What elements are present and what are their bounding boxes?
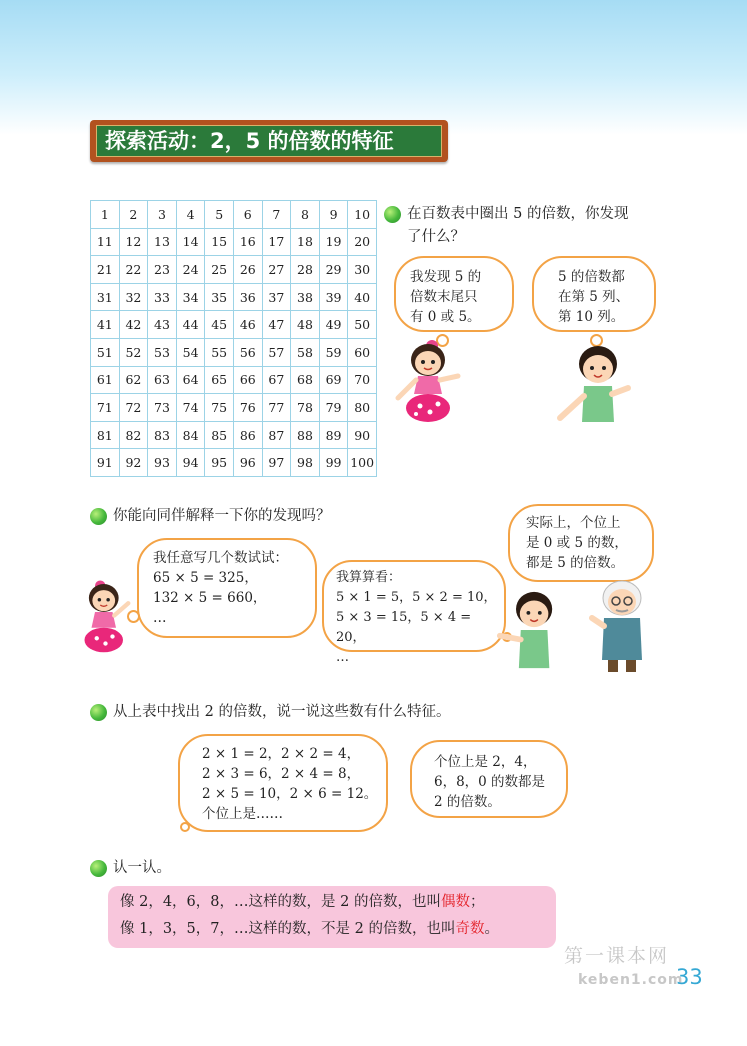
table-cell: 88 <box>291 421 320 449</box>
table-cell: 21 <box>91 256 120 284</box>
table-cell: 38 <box>291 283 320 311</box>
table-cell: 39 <box>319 283 348 311</box>
table-row <box>91 201 377 229</box>
table-cell: 53 <box>148 338 177 366</box>
table-cell: 89 <box>319 421 348 449</box>
definition-punct: ； <box>469 894 485 910</box>
table-cell: 3 <box>148 201 177 229</box>
table-cell: 36 <box>233 283 262 311</box>
table-cell: 90 <box>348 421 377 449</box>
table-cell: 71 <box>91 394 120 422</box>
table-cell: 95 <box>205 449 234 477</box>
bubble-line: 实际上，个位上 <box>526 515 621 531</box>
bubble-line: 第 10 列。 <box>558 309 625 325</box>
table-row <box>91 366 377 394</box>
table-cell: 18 <box>291 228 320 256</box>
table-cell: 66 <box>233 366 262 394</box>
table-cell: 28 <box>291 256 320 284</box>
bubble-line: 2 × 1 = 2，2 × 2 = 4， <box>202 746 361 762</box>
table-cell: 85 <box>205 421 234 449</box>
bubble-boy-q2 <box>322 560 506 665</box>
table-cell: 13 <box>148 228 177 256</box>
bubble-line: 我算算看： <box>336 570 402 585</box>
bubble-tail <box>180 822 190 832</box>
question-2-text: 你能向同伴解释一下你的发现吗？ <box>113 508 331 524</box>
table-cell: 65 <box>205 366 234 394</box>
bubble-line: 倍数末尾只 <box>410 289 478 305</box>
definition-text: 像 2，4，6，8，…这样的数，是 2 的倍数，也叫 <box>120 894 441 910</box>
hundred-table <box>90 200 377 477</box>
boy-illustration <box>554 342 638 430</box>
boy-illustration <box>496 586 576 674</box>
question-1-text <box>407 203 628 249</box>
table-cell: 82 <box>119 421 148 449</box>
bubble-line: 个位上是…… <box>202 806 283 822</box>
table-cell: 96 <box>233 449 262 477</box>
table-cell: 58 <box>291 338 320 366</box>
table-cell: 84 <box>176 421 205 449</box>
question-2 <box>90 505 331 528</box>
bubble-line: 是 0 或 5 的数， <box>526 535 628 551</box>
table-cell: 6 <box>233 201 262 229</box>
bubble-left-q3 <box>178 734 388 832</box>
bubble-line: 2 × 3 = 6，2 × 4 = 8， <box>202 766 361 782</box>
term-odd: 奇数 <box>455 921 485 937</box>
table-cell: 67 <box>262 366 291 394</box>
green-bullet-icon <box>90 508 107 525</box>
definition-punct: 。 <box>484 921 499 937</box>
table-row <box>91 256 377 284</box>
table-cell: 26 <box>233 256 262 284</box>
table-cell: 93 <box>148 449 177 477</box>
term-even: 偶数 <box>440 894 470 910</box>
table-cell: 64 <box>176 366 205 394</box>
table-cell: 68 <box>291 366 320 394</box>
table-cell: 5 <box>205 201 234 229</box>
bubble-grandpa <box>508 504 654 582</box>
question-4 <box>90 857 171 880</box>
table-cell: 79 <box>319 394 348 422</box>
bubble-line: … <box>336 650 349 665</box>
table-row <box>91 449 377 477</box>
table-cell: 17 <box>262 228 291 256</box>
table-cell: 27 <box>262 256 291 284</box>
table-cell: 15 <box>205 228 234 256</box>
table-row <box>91 228 377 256</box>
bubble-girl-q1 <box>394 256 514 332</box>
table-cell: 54 <box>176 338 205 366</box>
table-cell: 16 <box>233 228 262 256</box>
bubble-line: … <box>153 610 167 626</box>
bubble-girl-q2 <box>137 538 317 638</box>
table-cell: 76 <box>233 394 262 422</box>
table-cell: 19 <box>319 228 348 256</box>
green-bullet-icon <box>90 704 107 721</box>
table-cell: 25 <box>205 256 234 284</box>
bubble-line: 5 × 3 = 15，5 × 4 = 20， <box>336 610 472 645</box>
table-cell: 35 <box>205 283 234 311</box>
bubble-line: 都是 5 的倍数。 <box>526 555 625 571</box>
bubble-line: 我发现 5 的 <box>410 269 482 285</box>
table-cell: 52 <box>119 338 148 366</box>
table-cell: 29 <box>319 256 348 284</box>
table-cell: 10 <box>348 201 377 229</box>
table-cell: 83 <box>148 421 177 449</box>
table-cell: 91 <box>91 449 120 477</box>
question-1-line2: 了什么？ <box>407 229 465 245</box>
table-cell: 86 <box>233 421 262 449</box>
watermark-title: 第一课本网 <box>564 945 670 967</box>
table-cell: 12 <box>119 228 148 256</box>
table-cell: 81 <box>91 421 120 449</box>
table-cell: 9 <box>319 201 348 229</box>
table-cell: 20 <box>348 228 377 256</box>
question-3-text: 从上表中找出 2 的倍数，说一说这些数有什么特征。 <box>113 704 451 720</box>
table-row <box>91 338 377 366</box>
table-cell: 1 <box>91 201 120 229</box>
bubble-line: 6，8，0 的数都是 <box>434 774 546 790</box>
table-cell: 78 <box>291 394 320 422</box>
question-1-line1: 在百数表中圈出 5 的倍数，你发现 <box>407 206 629 222</box>
green-bullet-icon <box>90 860 107 877</box>
table-cell: 80 <box>348 394 377 422</box>
bubble-line: 5 × 1 = 5，5 × 2 = 10， <box>336 590 497 605</box>
girl-illustration <box>386 336 466 432</box>
table-cell: 59 <box>319 338 348 366</box>
bubble-line: 2 × 5 = 10，2 × 6 = 12。 <box>202 786 378 802</box>
table-cell: 94 <box>176 449 205 477</box>
table-cell: 92 <box>119 449 148 477</box>
table-cell: 31 <box>91 283 120 311</box>
table-row <box>91 283 377 311</box>
table-cell: 42 <box>119 311 148 339</box>
table-cell: 37 <box>262 283 291 311</box>
green-bullet-icon <box>384 206 401 223</box>
bubble-line: 2 的倍数。 <box>434 794 501 810</box>
table-cell: 41 <box>91 311 120 339</box>
table-cell: 48 <box>291 311 320 339</box>
table-cell: 22 <box>119 256 148 284</box>
question-1 <box>384 203 684 249</box>
table-cell: 8 <box>291 201 320 229</box>
table-cell: 50 <box>348 311 377 339</box>
table-cell: 77 <box>262 394 291 422</box>
table-cell: 72 <box>119 394 148 422</box>
table-cell: 98 <box>291 449 320 477</box>
question-3 <box>90 701 450 724</box>
definition-text: 像 1，3，5，7，…这样的数，不是 2 的倍数，也叫 <box>120 921 456 937</box>
table-cell: 57 <box>262 338 291 366</box>
table-cell: 100 <box>348 449 377 477</box>
bubble-line: 在第 5 列、 <box>558 289 630 305</box>
definition-box <box>108 886 556 948</box>
definition-even <box>120 889 556 916</box>
table-cell: 34 <box>176 283 205 311</box>
table-cell: 61 <box>91 366 120 394</box>
definition-odd <box>120 916 556 943</box>
table-row <box>91 421 377 449</box>
table-cell: 23 <box>148 256 177 284</box>
table-cell: 49 <box>319 311 348 339</box>
table-cell: 11 <box>91 228 120 256</box>
table-cell: 32 <box>119 283 148 311</box>
table-cell: 74 <box>176 394 205 422</box>
table-cell: 70 <box>348 366 377 394</box>
bubble-right-q3 <box>410 740 568 818</box>
table-cell: 60 <box>348 338 377 366</box>
table-cell: 43 <box>148 311 177 339</box>
bubble-line: 65 × 5 = 325， <box>153 570 258 586</box>
table-cell: 69 <box>319 366 348 394</box>
bubble-line: 132 × 5 = 660， <box>153 590 267 606</box>
section-title: 探索活动：2，5 的倍数的特征 <box>96 125 442 157</box>
table-cell: 97 <box>262 449 291 477</box>
girl-illustration <box>74 572 144 666</box>
table-row <box>91 311 377 339</box>
table-cell: 75 <box>205 394 234 422</box>
table-cell: 33 <box>148 283 177 311</box>
table-cell: 40 <box>348 283 377 311</box>
table-cell: 45 <box>205 311 234 339</box>
watermark-url: keben1.com <box>578 972 684 988</box>
table-cell: 56 <box>233 338 262 366</box>
page-number: 33 <box>676 965 703 989</box>
bubble-line: 我任意写几个数试试： <box>153 550 288 566</box>
table-cell: 63 <box>148 366 177 394</box>
sky-gradient <box>0 0 747 135</box>
table-cell: 73 <box>148 394 177 422</box>
table-cell: 55 <box>205 338 234 366</box>
table-cell: 2 <box>119 201 148 229</box>
table-cell: 47 <box>262 311 291 339</box>
table-cell: 30 <box>348 256 377 284</box>
table-cell: 87 <box>262 421 291 449</box>
grandpa-illustration <box>586 574 656 676</box>
bubble-boy-q1 <box>532 256 656 332</box>
table-cell: 4 <box>176 201 205 229</box>
table-cell: 44 <box>176 311 205 339</box>
table-cell: 24 <box>176 256 205 284</box>
bubble-line: 个位上是 2，4， <box>434 754 537 770</box>
question-4-text: 认一认。 <box>113 860 171 876</box>
table-cell: 46 <box>233 311 262 339</box>
table-cell: 51 <box>91 338 120 366</box>
table-cell: 62 <box>119 366 148 394</box>
table-cell: 7 <box>262 201 291 229</box>
table-cell: 14 <box>176 228 205 256</box>
section-title-board <box>90 120 448 162</box>
bubble-line: 有 0 或 5。 <box>410 309 481 325</box>
table-cell: 99 <box>319 449 348 477</box>
table-row <box>91 394 377 422</box>
bubble-line: 5 的倍数都 <box>558 269 625 285</box>
